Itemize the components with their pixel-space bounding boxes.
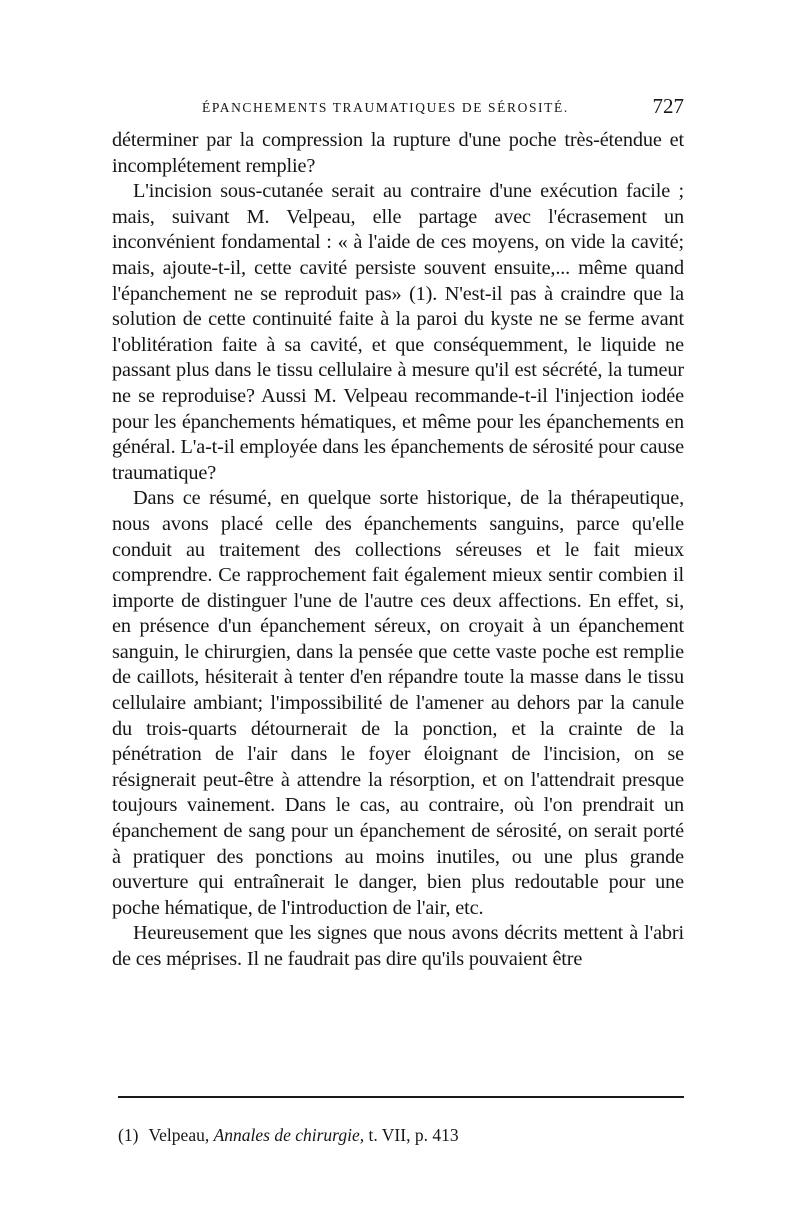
footnote-divider bbox=[118, 1096, 684, 1098]
body-text bbox=[112, 128, 684, 973]
running-title: ÉPANCHEMENTS TRAUMATIQUES DE SÉROSITÉ. bbox=[202, 100, 569, 115]
page-number: 727 bbox=[652, 94, 684, 118]
paragraph: Dans ce résumé, en quelque sorte historique, de la thérapeutique, nous avons placé celle des épanchements sanguins, parce qu'elle conduit au traitement des collections séreuses et le fait mieux comprendre. Ce rapprochement fait également mieux sentir combien il importe de distinguer l'une de l'autre ces deux affections. En effet, si, en présence d'un épanchement séreux, on croyait à un épanchement sanguin, le chirurgien, dans la pensée que cette vaste poche est remplie de caillots, hésiterait à tenter d'en répandre toute la masse dans le tissu cellulaire ambiant; l'impossibilité de l'amener au dehors par la canule du trois-quarts détournerait de la ponction, et la crainte de la pénétration de l'air dans le foyer éloignant de l'incision, on se résignerait peut-être à attendre la résorption, et on l'attendrait presque toujours vainement. Dans le cas, au contraire, où l'on prendrait un épanchement de sang pour un épanchement de sérosité, on serait porté à pratiquer des ponctions au moins inutiles, ou une plus grande ouverture qui entraînerait le danger, bien plus redoutable pour une poche hématique, de l'introduction de l'air, etc. bbox=[112, 487, 684, 919]
footnote bbox=[118, 1124, 684, 1146]
paragraph-continuation: déterminer par la compression la rupture d'une poche très-étendue et incomplétement remplie? bbox=[112, 129, 684, 177]
page-header bbox=[112, 94, 684, 124]
footnote-ref: (1) bbox=[118, 1125, 139, 1145]
footnote-citation: t. VII, p. 413 bbox=[368, 1125, 459, 1145]
paragraph: Heureusement que les signes que nous avons décrits mettent à l'abri de ces méprises. Il ne faudrait pas dire qu'ils pouvaient être bbox=[112, 922, 684, 970]
footnote-work: Annales de chirurgie, bbox=[213, 1125, 365, 1145]
paragraph: L'incision sous-cutanée serait au contraire d'une exécution facile ; mais, suivant M. Velpeau, elle partage avec l'écrasement un inconvénient fondamental : « à l'aide de ces moyens, on vide la cavité; mais, ajoute-t-il, cette cavité persiste souvent ensuite,... même quand l'épanchement ne se reproduit pas» (1). N'est-il pas à craindre que la solution de cette continuité faite à la paroi du kyste ne se ferme avant l'oblitération faite à sa cavité, et que conséquemment, le liquide ne passant plus dans le tissu cellulaire à mesure qu'il est sécrété, la tumeur ne se reproduise? Aussi M. Velpeau recommande-t-il l'injection iodée pour les épanchements hématiques, et même pour les épanchements en général. L'a-t-il employée dans les épanchements de sérosité pour cause traumatique? bbox=[112, 180, 684, 484]
footnote-author: Velpeau, bbox=[148, 1125, 210, 1145]
